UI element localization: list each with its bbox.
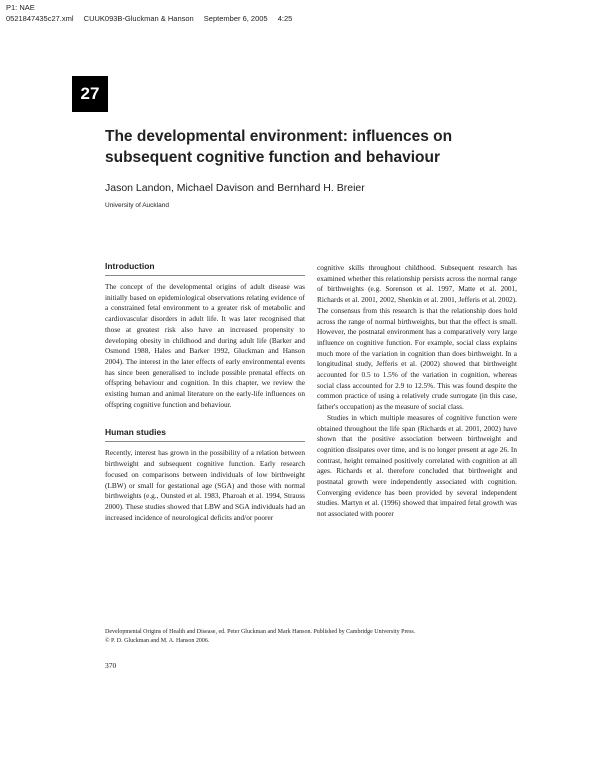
human-studies-paragraph: Recently, interest has grown in the possibility of a relation between birthweight and subsequent cognitive function. Early research focused on comparisons between individuals of low birthweight (LBW) or small for gestational age (SGA) and those with normal birthweights (e.g., Ounsted et al. 1983, Pharoah et al. 1994, Strauss 2000). These studies showed that LBW and SGA individuals had an increased incidence of neurological deficits and/or poorer <box>105 448 305 522</box>
source-footnote <box>105 628 525 646</box>
footnote-citation: Developmental Origins of Health and Disease, ed. Peter Gluckman and Mark Hanson. Published by Cambridge University Press. <box>105 629 416 635</box>
authors: Jason Landon, Michael Davison and Bernhard H. Breier <box>105 182 365 194</box>
affiliation: University of Auckland <box>105 202 169 209</box>
introduction-paragraph: The concept of the developmental origins of adult disease was initially based on epidemiological observations relating evidence of a constrained fetal environment to a greater risk of metabolic and cardiovascular disorders in adult life. It was later recognised that those at greatest risk also have an increased propensity to developing obesity in childhood and during adult life (Barker and Osmond 1988, Hales and Barker 1992, Gluckman and Hanson 2004). The interest in the later effects of early environmental events has since been generalised to include possible prenatal effects on offspring behaviour and cognition. In this chapter, we review the existing human and animal literature on the early-life influences on offspring cognitive function and behaviour. <box>105 282 305 409</box>
print-metadata-line2 <box>6 13 300 24</box>
footnote-copyright: © P. D. Gluckman and M. A. Hanson 2006. <box>105 638 210 644</box>
page-number: 370 <box>105 661 117 670</box>
right-paragraph-1: cognitive skills throughout childhood. Subsequent research has examined whether this relationship persists across the normal range of birthweights (e.g. Sorenson et al. 1997, Matte et al. 2001, Richards et al. 2001, 2002, Shenkin et al. 2001, Jefferis et al. 2002). The consensus from this research is that the relationship does hold across the range of normal birthweights, but that the effect is small. However, the postnatal environment has a comparatively very large influence on cognitive function. For example, social class explains much more of the variation in cognition than does birthweight. In a longitudinal study, Jefferis et al. (2002) showed that birthweight accounted for 0.5 to 1.5% of the variation in cognition, whereas social class accounted for 2.9 to 12.5%. This was found despite the common practice of using a relatively crude surrogate (in this case, father's occupation) as the measure of social class. <box>317 263 517 412</box>
chapter-title: The developmental environment: influences on subsequent cognitive function and behaviour <box>105 128 453 166</box>
left-column <box>105 260 305 523</box>
series-id: CUUK093B-Gluckman & Hanson <box>83 14 194 23</box>
right-paragraph-2: Studies in which multiple measures of cognitive function were obtained throughout the life span (Richards et al. 2001, 2002) have shown that the positive association between birthweight and cognition dissipates over time, and is no longer present at age 26. In contrast, height remained positively correlated with cognition at all ages. Richards et al. therefore concluded that birthweight and postnatal growth were independently associated with cognition. Converging evidence has been provided by several independent studies. Martyn et al. (1996) showed that impaired fetal growth was not associated with poorer <box>317 412 517 519</box>
print-date: September 6, 2005 <box>203 14 268 23</box>
file-id: 0521847435c27.xml <box>6 14 74 23</box>
print-metadata-line1: P1: NAE <box>6 3 35 12</box>
section-heading-introduction: Introduction <box>105 260 305 276</box>
print-metadata <box>6 2 300 24</box>
chapter-number: 27 <box>72 76 108 112</box>
print-time: 4:25 <box>277 14 293 23</box>
section-heading-human-studies: Human studies <box>105 426 305 442</box>
right-column <box>317 263 517 520</box>
